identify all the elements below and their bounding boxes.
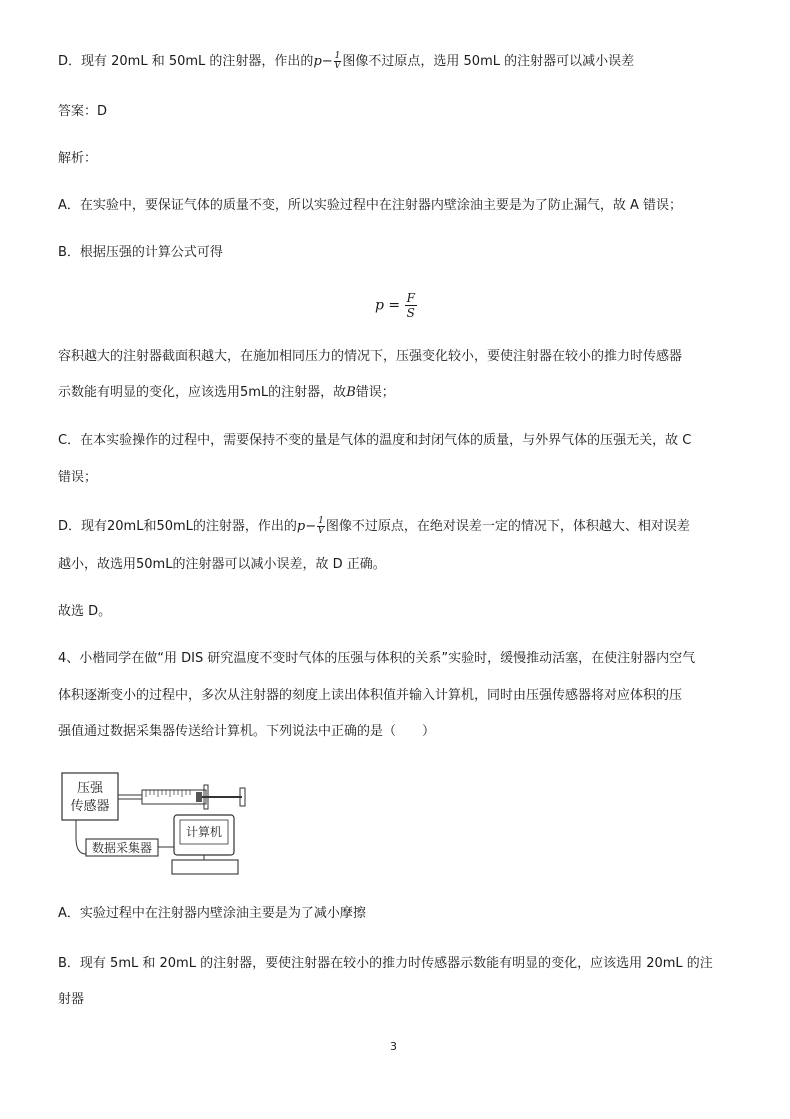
analysis-c2: 错误； xyxy=(58,470,98,485)
analysis-d xyxy=(58,517,690,536)
syringe-scale xyxy=(146,790,190,797)
question-4-line3: 强值通过数据采集器传送给计算机。下列说法中正确的是（ ） xyxy=(58,724,436,739)
option-b-line2: 射器 xyxy=(58,992,85,1007)
analysis-b: B．根据压强的计算公式可得 xyxy=(58,245,223,260)
option-b-line1: B．现有 5mL 和 20mL 的注射器，要使注射器在较小的推力时传感器示数能有明显的变化，应该选用 20mL 的注 xyxy=(58,956,713,971)
computer-base xyxy=(172,860,238,874)
collector-label: 数据采集器 xyxy=(91,841,153,855)
text-segment: 图像不过原点，选用 50mL 的注射器可以减小误差 xyxy=(342,54,635,69)
text-segment: D．现有20mL和50mL的注射器，作出的 xyxy=(58,519,297,534)
answer-line: 答案：D xyxy=(58,104,108,119)
question-4-line1: 4、小楷同学在做“用 DIS 研究温度不变时气体的压强与体积的关系”实验时，缓慢推动活塞，在使注射器内空气 xyxy=(58,651,696,666)
text-segment: 图像不过原点，在绝对误差一定的情况下，体积越大、相对误差 xyxy=(325,519,690,534)
frac-num: F xyxy=(406,291,415,305)
analysis-b3 xyxy=(58,384,395,402)
frac-den: V xyxy=(317,526,325,536)
sensor-cable xyxy=(76,820,86,854)
pressure-formula xyxy=(375,291,417,320)
math-p: p xyxy=(375,297,384,314)
text-segment: D．现有 20mL 和 50mL 的注射器，作出的 xyxy=(58,54,314,69)
math-minus: − xyxy=(305,519,317,534)
option-d-previous xyxy=(58,52,634,71)
text-segment: 示数能有明显的变化，应该选用5mL的注射器，故 xyxy=(58,385,347,400)
math-b: B xyxy=(346,385,356,400)
frac-num: 1 xyxy=(334,51,341,61)
math-p: p xyxy=(313,54,322,69)
experiment-diagram xyxy=(56,768,256,884)
analysis-b2: 容积越大的注射器截面积越大，在施加相同压力的情况下，压强变化较小，要使注射器在较小的推力时传感器 xyxy=(58,349,683,364)
math-p: p xyxy=(296,519,306,534)
experiment-diagram-svg xyxy=(56,768,256,880)
frac-num: 1 xyxy=(318,516,324,526)
fraction-1-over-v xyxy=(317,517,325,536)
analysis-a: A．在实验中，要保证气体的质量不变，所以实验过程中在注射器内壁涂油主要是为了防止漏气，故 A 错误； xyxy=(58,198,683,213)
analysis-d2: 越小，故选用50mL的注射器可以减小误差，故 D 正确。 xyxy=(58,557,386,572)
computer-label: 计算机 xyxy=(185,825,223,839)
frac-den: V xyxy=(334,61,341,71)
option-a: A．实验过程中在注射器内壁涂油主要是为了减小摩擦 xyxy=(58,906,366,921)
sensor-label-2: 传感器 xyxy=(70,799,110,814)
analysis-c: C．在本实验操作的过程中，需要保持不变的量是气体的温度和封闭气体的质量，与外界气体的压强无关，故 C xyxy=(58,433,692,448)
math-minus: − xyxy=(321,54,333,69)
text-segment: 错误； xyxy=(355,385,395,400)
question-4-line2: 体积逐渐变小的过程中，多次从注射器的刻度上读出体积值并输入计算机，同时由压强传感器将对应体积的压 xyxy=(58,688,683,703)
math-eq: = xyxy=(388,297,401,314)
frac-den: S xyxy=(406,306,415,320)
sensor-label-1: 压强 xyxy=(76,781,104,796)
fraction-1-over-v xyxy=(334,52,342,71)
fraction-f-over-s xyxy=(405,291,417,320)
syringe-piston xyxy=(196,792,202,802)
choose-line: 故选 D。 xyxy=(58,604,112,619)
page-number: 3 xyxy=(390,1040,397,1053)
analysis-heading: 解析： xyxy=(58,151,98,166)
